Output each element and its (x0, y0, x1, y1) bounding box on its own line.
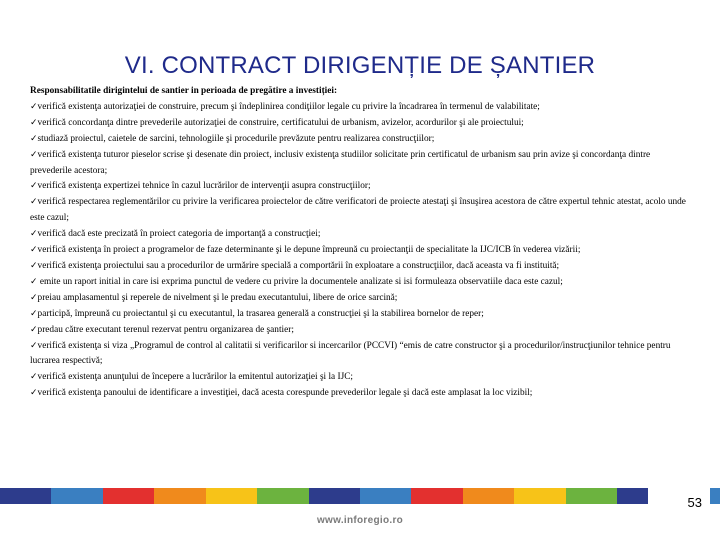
list-item-text: verifică existenţa tuturor pieselor scrise şi desenate din proiect, inclusiv existenţa studiilor solicitate prin certificatul de urbanism sau prin avize şi concordanţa dintre prevederile acestora; (30, 149, 651, 176)
checkmark-icon: ✓ (30, 133, 38, 144)
checkmark-icon: ✓ (30, 181, 38, 192)
checkmark-icon: ✓ (30, 245, 38, 256)
band-segment (463, 488, 514, 504)
list-item-text: verifică existenţa autorizaţiei de construire, precum şi îndeplinirea condiţiilor legale cu privire la încadrarea în termenul de valabilitate; (37, 101, 540, 112)
list-item (30, 291, 694, 307)
checkmark-icon: ✓ (30, 197, 38, 208)
list-item (30, 386, 694, 402)
list-item-text: verifică existenţa în proiect a programelor de faze determinante şi le depune împreună cu proiectanţii de specialitate la IJC/ICB în vederea vizării; (37, 245, 581, 256)
band-segment (411, 488, 462, 504)
list-item-text: verifică existenţa expertizei tehnice în cazul lucrărilor de intervenţii asupra construcţiilor; (37, 181, 371, 192)
band-segment (309, 488, 360, 504)
list-item-text: verifică existenţa proiectului sau a procedurilor de urmărire specială a comportării în exploatare a construcţiilor, dacă aceasta va fi instituită; (37, 260, 560, 271)
list-item (30, 148, 694, 180)
list-item-text: verifică existenţa panoului de identificare a investiţiei, dacă acesta corespunde prevederilor legale şi dacă este amplasat la loc vizibil; (37, 388, 533, 399)
list-item (30, 323, 694, 339)
band-segment (0, 488, 51, 504)
band-segment (51, 488, 102, 504)
list-item (30, 339, 694, 371)
footer-url: www.inforegio.ro (316, 515, 404, 526)
checkmark-icon: ✓ (30, 292, 38, 303)
band-segment (103, 488, 154, 504)
list-item-text: verifică respectarea reglementărilor cu privire la verificarea proiectelor de către verificatori de proiecte atestaţi şi însuşirea acestora de către expertul tehnic atestat, acolo unde este cazul; (30, 197, 686, 224)
list-item-text: verifică existenţa anunţului de începere a lucrărilor la emitentul autorizaţiei şi la IJC; (37, 372, 353, 383)
list-item (30, 100, 694, 116)
checkmark-icon: ✓ (30, 260, 38, 271)
band-segment (154, 488, 205, 504)
checkmark-icon: ✓ (30, 117, 38, 128)
list-item-text: preiau amplasamentul şi reperele de nivelment şi le predau executantului, libere de orice sarcină; (37, 292, 398, 303)
band-segment (360, 488, 411, 504)
list-item (30, 307, 694, 323)
slide-title: VI. CONTRACT DIRIGENȚIE DE ȘANTIER (124, 52, 596, 79)
list-item-text: verifică dacă este precizată în proiect categoria de importanţă a construcţiei; (37, 229, 321, 240)
list-item (30, 132, 694, 148)
checkmark-icon: ✓ (30, 372, 38, 383)
list-item (30, 243, 694, 259)
list-item-text: participă, împreună cu proiectantul şi cu executantul, la trasarea generală a construcţiei şi la stabilirea bornelor de reper; (37, 308, 484, 319)
band-segment (514, 488, 565, 504)
checkmark-icon: ✓ (30, 149, 38, 160)
checkmark-icon: ✓ (30, 340, 38, 351)
footer-color-band (0, 488, 720, 504)
band-segment (566, 488, 617, 504)
band-segment (257, 488, 308, 504)
list-item (30, 116, 694, 132)
responsibility-list (30, 100, 694, 402)
list-item-text: verifică concordanţa dintre prevederile autorizaţiei de construire, certificatului de urbanism, avizelor, acordurilor şi ale proiectului; (37, 117, 524, 128)
checkmark-icon: ✓ (30, 388, 38, 399)
list-item-text: emite un raport initial in care isi exprima punctul de vedere cu privire la documentele analizate si isi formuleaza observatiile daca este cazul; (37, 276, 563, 287)
list-item (30, 275, 694, 291)
list-item (30, 259, 694, 275)
page-number: 53 (687, 495, 702, 510)
checkmark-icon: ✓ (30, 324, 38, 335)
band-segment (206, 488, 257, 504)
checkmark-icon: ✓ (30, 276, 38, 287)
lead-heading: Responsabilitatile dirigintelui de santier in perioada de pregătire a investiției: (30, 86, 338, 96)
list-item (30, 370, 694, 386)
list-item-text: studiază proiectul, caietele de sarcini, tehnologiile şi procedurile prevăzute pentru realizarea construcţiilor; (37, 133, 435, 144)
slide-content (30, 84, 694, 402)
list-item (30, 179, 694, 195)
checkmark-icon: ✓ (30, 101, 38, 112)
checkmark-icon: ✓ (30, 229, 38, 240)
list-item (30, 227, 694, 243)
checkmark-icon: ✓ (30, 308, 38, 319)
list-item-text: verifică existenţa si viza „Programul de control al calitatii si verificarilor si incercarilor (PCCVI) “emis de catre constructor şi a procedurilor/instrucţiunilor tehnice pentru lucrarea respectivă; (30, 340, 671, 367)
list-item-text: predau către executant terenul rezervat pentru organizarea de şantier; (37, 324, 294, 335)
list-item (30, 195, 694, 227)
